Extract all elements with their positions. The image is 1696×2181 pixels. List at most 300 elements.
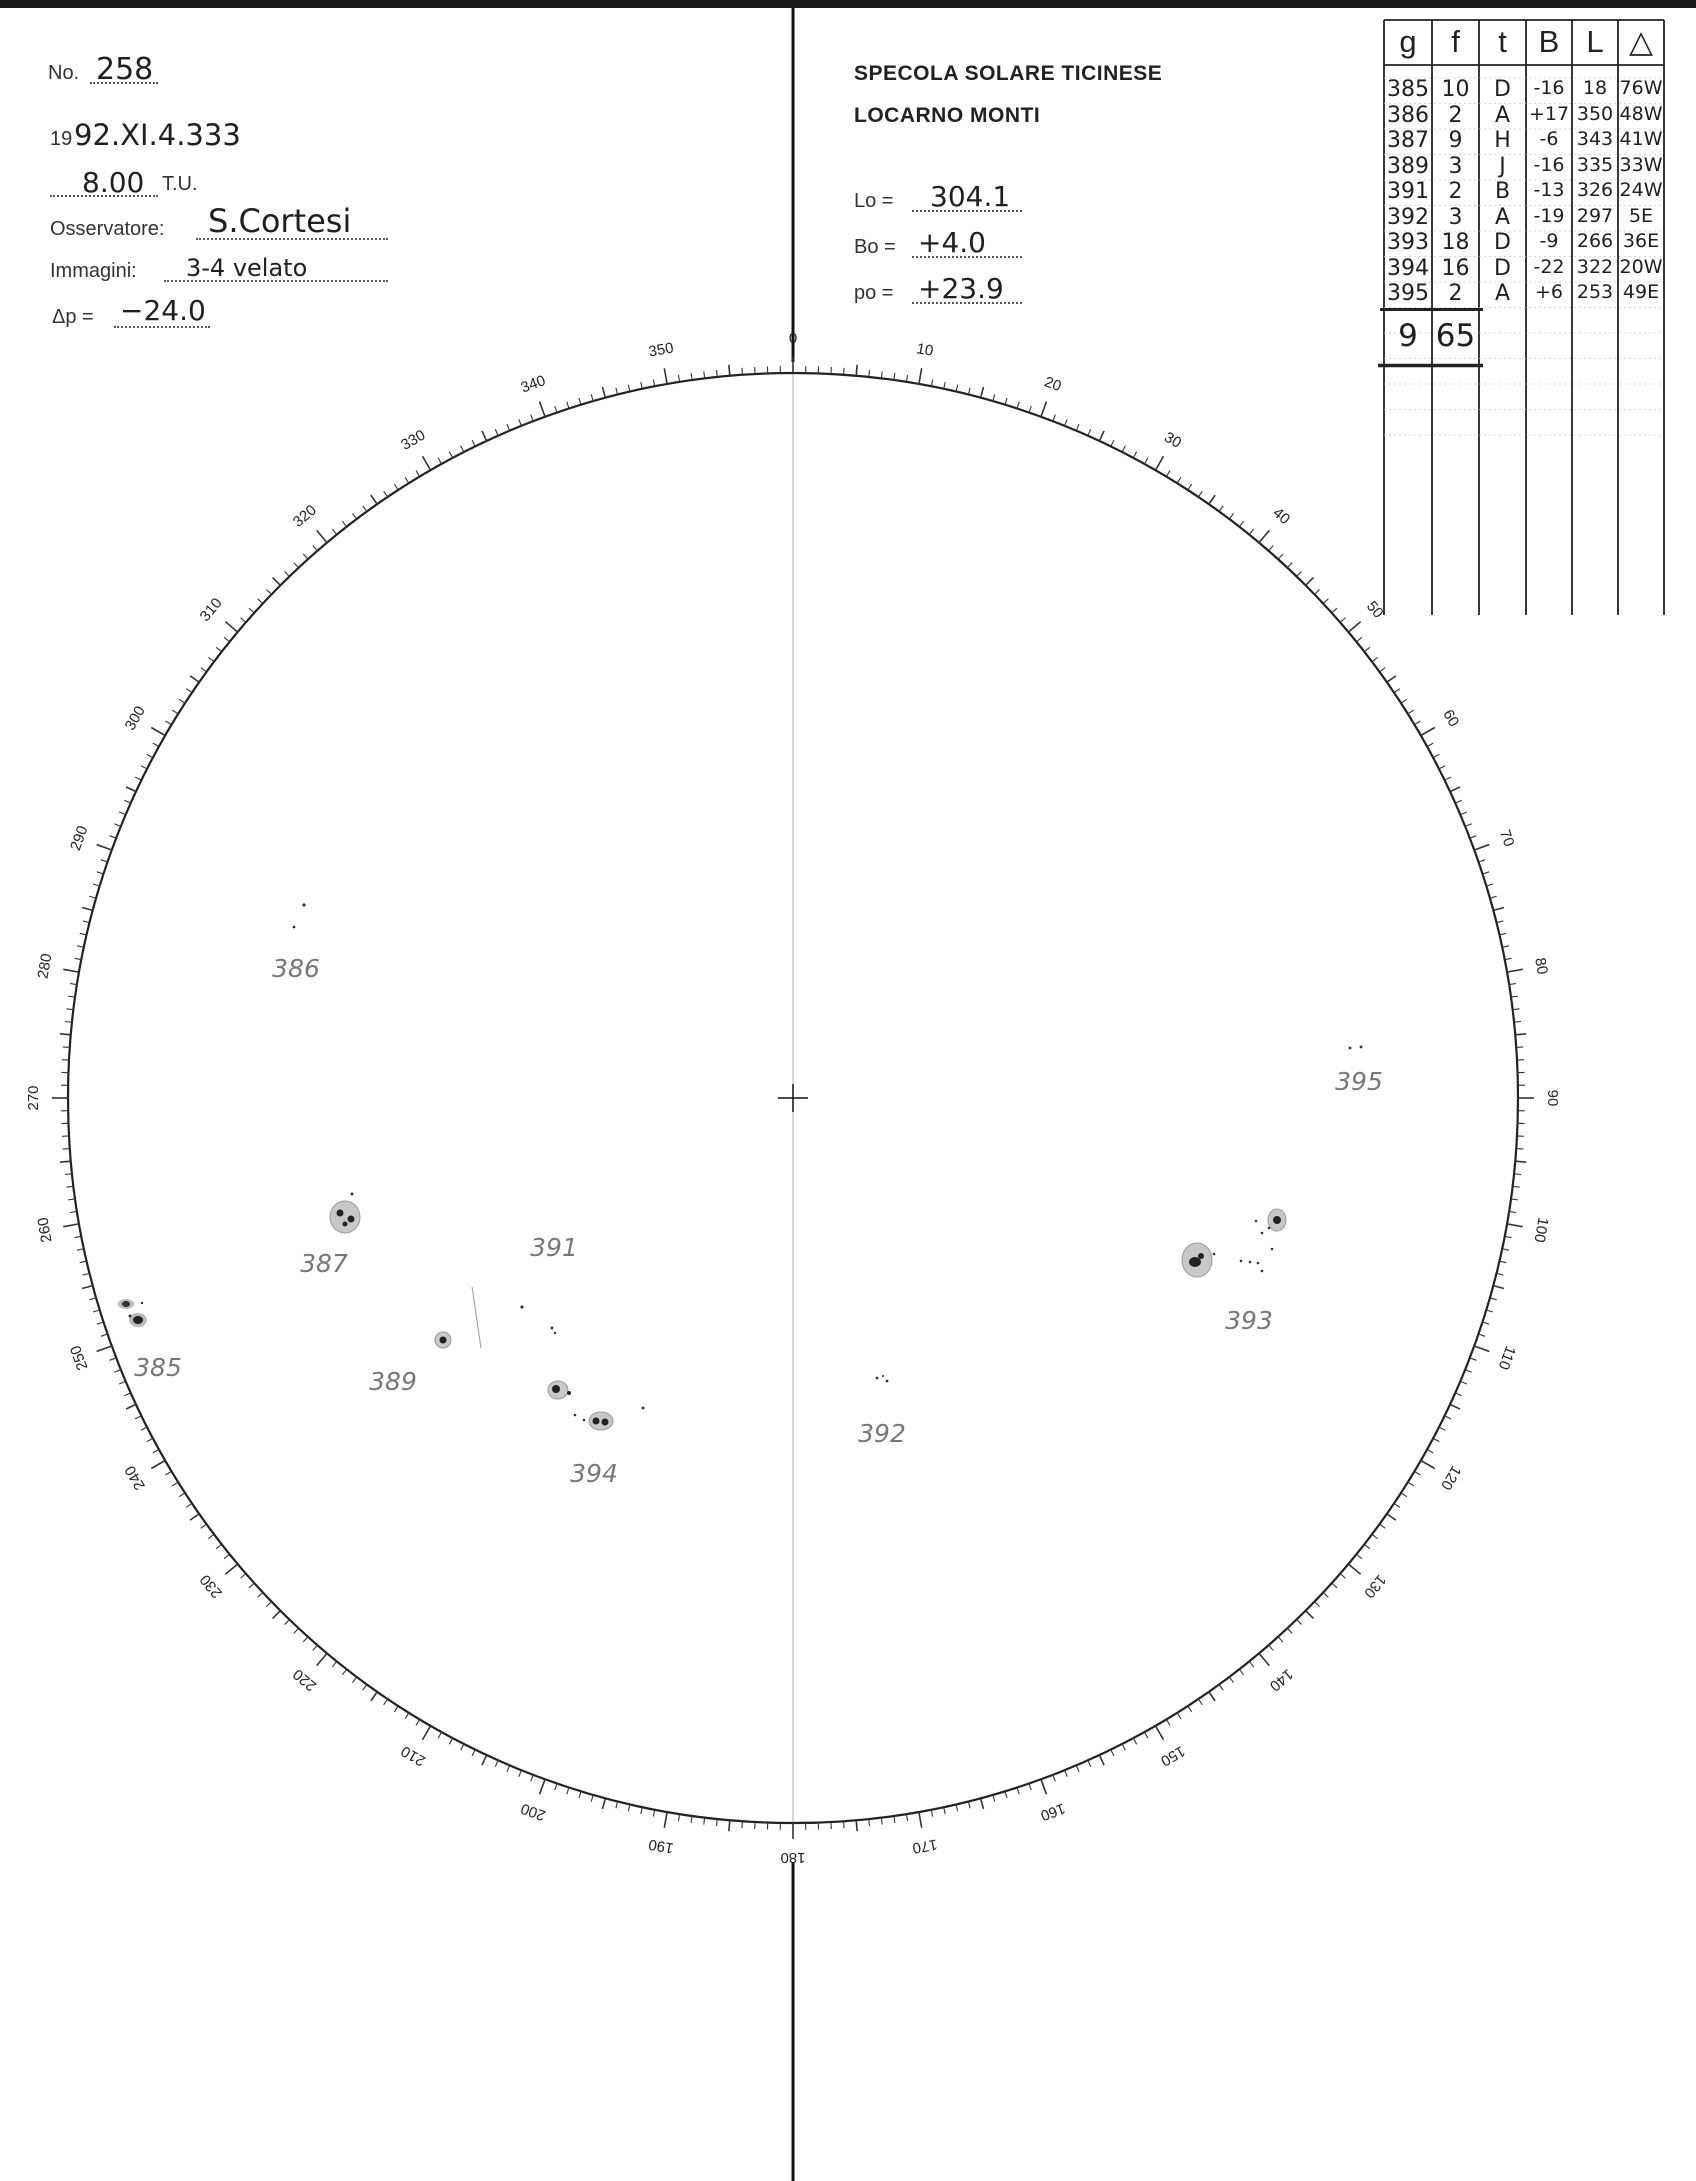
- degree-tick: [1465, 1370, 1471, 1373]
- degree-tick: [616, 1801, 618, 1808]
- scale-label-180: 180: [780, 1849, 806, 1867]
- degree-tick: [944, 1807, 945, 1814]
- degree-tick: [1496, 1273, 1503, 1275]
- group-label-385: 385: [134, 1353, 182, 1382]
- group-label-386: 386: [272, 954, 320, 983]
- table-cell: H: [1494, 128, 1511, 153]
- degree-tick: [1380, 1524, 1386, 1528]
- degree-tick: [1509, 1211, 1516, 1212]
- table-cell: 395: [1387, 281, 1429, 306]
- scale-label-70: 70: [1495, 827, 1518, 849]
- degree-tick: [166, 721, 172, 725]
- degree-tick: [303, 1637, 308, 1642]
- degree-tick: [77, 946, 84, 947]
- table-cell: A: [1494, 281, 1511, 306]
- table-cell: J: [1499, 153, 1506, 179]
- table-header-4: L: [1586, 24, 1604, 59]
- degree-tick: [1513, 1009, 1520, 1010]
- degree-tick: [80, 933, 87, 935]
- degree-tick: [1465, 824, 1471, 827]
- table-cell: 76W: [1619, 77, 1663, 99]
- degree-tick: [273, 1611, 281, 1619]
- degree-tick: [258, 1592, 263, 1597]
- degree-tick: [449, 1738, 452, 1744]
- degree-tick: [83, 921, 90, 923]
- degree-tick: [216, 1544, 222, 1548]
- degree-tick: [285, 1620, 290, 1625]
- degree-tick: [579, 1791, 581, 1798]
- scale-label-350: 350: [647, 339, 675, 361]
- degree-tick: [405, 1713, 409, 1719]
- scale-label-20: 20: [1042, 373, 1064, 396]
- degree-tick: [97, 872, 104, 874]
- degree-tick: [1297, 1620, 1302, 1625]
- table-cell: D: [1494, 255, 1511, 281]
- degree-tick: [1088, 1760, 1091, 1766]
- B0-label: Bo =: [854, 236, 896, 258]
- degree-tick: [1509, 983, 1516, 984]
- degree-tick: [89, 896, 96, 898]
- group-label-395: 395: [1335, 1067, 1383, 1096]
- table-cell: 5E: [1628, 204, 1654, 227]
- degree-tick: [114, 1370, 120, 1373]
- sunspot-group-387: [330, 1193, 360, 1234]
- degree-tick: [1455, 800, 1461, 803]
- degree-tick: [1356, 1554, 1361, 1558]
- scale-label-220: 220: [289, 1665, 320, 1695]
- time-value: 8.00: [82, 166, 145, 199]
- degree-tick: [60, 1034, 71, 1035]
- sunspot-group-392: [876, 1375, 889, 1382]
- degree-tick: [1188, 1706, 1192, 1712]
- table-cell: 394: [1387, 255, 1429, 281]
- degree-tick: [65, 1174, 72, 1175]
- scale-label-60: 60: [1439, 706, 1463, 730]
- B0-value: +4.0: [918, 226, 986, 259]
- p0-value: +23.9: [918, 272, 1004, 305]
- degree-tick: [1380, 668, 1386, 672]
- degree-tick: [77, 1249, 84, 1250]
- degree-tick: [1394, 689, 1400, 693]
- degree-tick: [531, 1775, 534, 1782]
- total-groups: 9: [1398, 317, 1418, 354]
- degree-tick: [1450, 1404, 1460, 1409]
- degree-tick: [653, 1810, 654, 1817]
- group-label-392: 392: [858, 1419, 906, 1448]
- degree-tick: [894, 1816, 895, 1823]
- degree-tick: [363, 1685, 367, 1691]
- delta-p-label: Δp =: [52, 306, 94, 328]
- degree-tick: [135, 1416, 141, 1419]
- degree-tick: [93, 884, 100, 886]
- scale-label-270: 270: [24, 1085, 42, 1111]
- degree-tick: [1505, 958, 1512, 959]
- scale-label-290: 290: [67, 823, 92, 853]
- degree-tick: [482, 1755, 487, 1765]
- table-cell: 20W: [1619, 255, 1663, 278]
- degree-tick: [1479, 860, 1486, 862]
- degree-tick: [1041, 1779, 1046, 1794]
- scale-label-150: 150: [1157, 1742, 1188, 1770]
- degree-tick: [241, 1574, 246, 1579]
- degree-tick: [416, 1719, 420, 1725]
- table-cell: 49E: [1622, 281, 1660, 303]
- degree-tick: [1166, 1719, 1170, 1725]
- degree-tick: [141, 766, 147, 769]
- scale-label-90: 90: [1544, 1089, 1562, 1107]
- table-cell: A: [1494, 102, 1511, 128]
- table-header-2: t: [1498, 24, 1507, 59]
- degree-tick: [1269, 1645, 1274, 1650]
- scale-label-110: 110: [1494, 1343, 1519, 1372]
- observer-value: S.Cortesi: [208, 202, 352, 240]
- degree-tick: [1364, 1544, 1370, 1548]
- degree-tick: [1076, 1765, 1079, 1771]
- group-label-394: 394: [570, 1459, 618, 1488]
- degree-tick: [1387, 1514, 1396, 1520]
- table-cell: 389: [1387, 153, 1429, 179]
- degree-tick: [1198, 1699, 1202, 1705]
- degree-tick: [352, 1677, 356, 1683]
- degree-tick: [729, 1820, 730, 1831]
- degree-tick: [1483, 1322, 1490, 1324]
- degree-tick: [993, 1795, 995, 1802]
- degree-tick: [1005, 1791, 1007, 1798]
- degree-tick: [1511, 1199, 1518, 1200]
- degree-tick: [332, 1661, 336, 1666]
- scale-label-140: 140: [1266, 1665, 1297, 1695]
- degree-tick: [151, 728, 165, 736]
- degree-tick: [1421, 728, 1435, 736]
- sunspot-group-395: [1349, 1046, 1363, 1050]
- scale-label-250: 250: [67, 1343, 92, 1373]
- degree-tick: [1408, 1482, 1414, 1486]
- degree-tick: [1394, 1503, 1400, 1507]
- table-cell: 350: [1576, 102, 1614, 125]
- degree-tick: [1133, 1738, 1136, 1744]
- scale-label-230: 230: [196, 1571, 226, 1602]
- degree-tick: [519, 1770, 522, 1776]
- degree-tick: [110, 1358, 117, 1361]
- degree-tick: [1514, 1174, 1521, 1175]
- degree-tick: [461, 1744, 464, 1750]
- degree-tick: [1340, 1574, 1345, 1579]
- number-value: 258: [96, 52, 154, 87]
- degree-tick: [1259, 1653, 1269, 1665]
- degree-tick: [664, 1812, 667, 1828]
- degree-tick: [97, 845, 112, 850]
- date-value: 92.XI.4.333: [74, 118, 241, 152]
- table-cell: B: [1494, 179, 1511, 204]
- degree-tick: [981, 1798, 984, 1809]
- degree-tick: [190, 1514, 199, 1520]
- table-cell: 253: [1576, 281, 1614, 303]
- sunspot-group-386: [293, 903, 306, 928]
- degree-tick: [881, 1818, 882, 1825]
- degree-tick: [153, 1449, 159, 1452]
- degree-tick: [201, 668, 207, 672]
- degree-tick: [119, 1381, 125, 1384]
- degree-tick: [141, 1427, 147, 1430]
- degree-tick: [126, 787, 136, 792]
- degree-tick: [641, 1807, 642, 1814]
- degree-tick: [1332, 1583, 1337, 1588]
- scale-label-50: 50: [1362, 597, 1387, 622]
- delta-p-value: −24.0: [120, 294, 206, 327]
- table-cell: 24W: [1619, 179, 1663, 201]
- degree-tick: [74, 958, 81, 959]
- table-cell: 3: [1448, 204, 1463, 230]
- degree-tick: [294, 1628, 299, 1633]
- degree-tick: [1455, 1393, 1461, 1396]
- degree-tick: [179, 699, 185, 703]
- degree-tick: [216, 647, 222, 651]
- degree-tick: [1323, 1592, 1328, 1597]
- table-cell: 33W: [1619, 153, 1663, 176]
- degree-tick: [1414, 1471, 1420, 1475]
- table-cell: A: [1494, 204, 1511, 230]
- degree-tick: [567, 1788, 569, 1795]
- scale-label-190: 190: [647, 1835, 675, 1857]
- degree-tick: [1372, 1534, 1378, 1538]
- degree-tick: [495, 1760, 498, 1766]
- degree-tick: [1099, 1755, 1104, 1765]
- degree-tick: [1511, 996, 1518, 997]
- degree-tick: [384, 1699, 388, 1705]
- degree-tick: [225, 1564, 237, 1574]
- degree-tick: [63, 969, 79, 972]
- group-label-387: 387: [300, 1249, 348, 1278]
- scale-label-210: 210: [398, 1742, 429, 1770]
- degree-tick: [1249, 1661, 1253, 1666]
- scale-label-100: 100: [1530, 1216, 1552, 1244]
- degree-tick: [63, 1224, 79, 1227]
- scale-label-280: 280: [34, 952, 56, 980]
- degree-tick: [1239, 1669, 1243, 1675]
- table-cell: -22: [1533, 255, 1565, 278]
- sunspot-group-391: [520, 1305, 556, 1334]
- degree-tick: [190, 676, 199, 682]
- sunspot-group-393: [1182, 1209, 1286, 1277]
- degree-tick: [1460, 812, 1466, 815]
- degree-tick: [179, 1493, 185, 1497]
- table-cell: 393: [1387, 230, 1429, 255]
- table-cell: D: [1494, 77, 1511, 102]
- degree-tick: [1514, 1021, 1521, 1022]
- degree-tick: [66, 1186, 73, 1187]
- scale-label-0: 0: [788, 329, 798, 347]
- degree-tick: [114, 824, 120, 827]
- degree-tick: [208, 1534, 214, 1538]
- table-cell: -13: [1533, 179, 1565, 201]
- table-cell: 2: [1448, 102, 1463, 128]
- degree-tick: [1306, 1611, 1314, 1619]
- table-cell: 18: [1441, 230, 1470, 255]
- scale-label-10: 10: [915, 340, 935, 360]
- scale-label-310: 310: [196, 594, 226, 625]
- degree-tick: [1505, 1236, 1512, 1237]
- degree-tick: [147, 1438, 153, 1441]
- degree-tick: [1144, 1732, 1147, 1738]
- degree-tick: [423, 1726, 431, 1740]
- degree-tick: [1502, 1249, 1509, 1250]
- degree-tick: [1287, 1628, 1292, 1633]
- degree-tick: [704, 1818, 705, 1825]
- table-cell: 16: [1441, 255, 1470, 281]
- table-cell: D: [1494, 230, 1511, 255]
- table-cell: 322: [1576, 255, 1614, 278]
- degree-tick: [869, 1819, 870, 1826]
- degree-tick: [1445, 1416, 1451, 1419]
- table-cell: -16: [1533, 77, 1565, 99]
- degree-tick: [80, 1261, 87, 1263]
- scale-label-30: 30: [1161, 428, 1185, 452]
- degree-tick: [1401, 1493, 1407, 1497]
- degree-tick: [1433, 1438, 1439, 1441]
- degree-tick: [1474, 1346, 1489, 1351]
- degree-tick: [1029, 1784, 1031, 1791]
- degree-tick: [83, 1273, 90, 1275]
- degree-tick: [82, 908, 93, 911]
- scale-label-80: 80: [1531, 956, 1551, 976]
- degree-tick: [1486, 884, 1493, 886]
- date-prefix: 19: [50, 128, 73, 150]
- degree-tick: [166, 1471, 172, 1475]
- degree-tick: [68, 1199, 75, 1200]
- degree-tick: [1408, 710, 1414, 714]
- degree-tick: [1499, 1261, 1506, 1263]
- degree-tick: [628, 1804, 630, 1811]
- table-cell: 387: [1387, 128, 1429, 153]
- table-cell: -9: [1539, 230, 1559, 252]
- degree-tick: [1490, 1298, 1497, 1300]
- total-spots: 65: [1435, 317, 1476, 354]
- table-cell: -16: [1533, 153, 1565, 176]
- degree-tick: [931, 1810, 932, 1817]
- degree-tick: [1460, 1381, 1466, 1384]
- degree-tick: [1483, 872, 1490, 874]
- degree-tick: [119, 812, 125, 815]
- table-cell: 41W: [1619, 128, 1663, 150]
- degree-tick: [1502, 946, 1509, 947]
- degree-tick: [1486, 1310, 1493, 1312]
- degree-tick: [1515, 1034, 1526, 1035]
- degree-tick: [1439, 766, 1445, 769]
- scale-label-330: 330: [398, 426, 429, 454]
- degree-tick: [1017, 1788, 1019, 1795]
- sunspot-group-385: [118, 1299, 147, 1327]
- group-label-393: 393: [1225, 1306, 1273, 1335]
- degree-tick: [1053, 1775, 1056, 1782]
- scale-label-320: 320: [289, 501, 320, 531]
- images-value: 3-4 velato: [186, 254, 308, 282]
- degree-tick: [956, 1804, 958, 1811]
- degree-tick: [1450, 787, 1460, 792]
- degree-tick: [371, 1692, 377, 1701]
- degree-tick: [1474, 845, 1489, 850]
- scale-label-130: 130: [1360, 1571, 1390, 1602]
- degree-tick: [266, 1602, 271, 1607]
- degree-tick: [555, 1784, 557, 1791]
- observer-label: Osservatore:: [50, 218, 165, 240]
- degree-tick: [591, 1795, 593, 1802]
- degree-tick: [65, 1021, 72, 1022]
- table-cell: 385: [1387, 77, 1429, 102]
- degree-tick: [70, 1211, 77, 1212]
- degree-tick: [1496, 921, 1503, 923]
- table-cell: 266: [1576, 230, 1614, 252]
- degree-tick: [1219, 1685, 1223, 1691]
- images-label: Immagini:: [50, 260, 137, 282]
- scale-label-40: 40: [1269, 504, 1294, 529]
- table-cell: 386: [1387, 102, 1429, 128]
- degree-tick: [1493, 908, 1504, 911]
- degree-tick: [716, 1819, 717, 1826]
- table-header-5: △: [1629, 24, 1653, 59]
- degree-tick: [1421, 1461, 1435, 1469]
- degree-tick: [1065, 1770, 1068, 1776]
- table-cell: 326: [1576, 179, 1614, 201]
- degree-tick: [313, 1645, 318, 1650]
- degree-tick: [1156, 1726, 1164, 1740]
- degree-tick: [856, 1820, 857, 1831]
- degree-tick: [1387, 676, 1396, 682]
- degree-tick: [1427, 1449, 1433, 1452]
- degree-tick: [1177, 1713, 1181, 1719]
- degree-tick: [1493, 1286, 1504, 1289]
- degree-tick: [101, 1334, 108, 1336]
- p0-label: po =: [854, 282, 894, 304]
- table-cell: 391: [1387, 179, 1429, 204]
- degree-tick: [224, 1554, 229, 1558]
- degree-tick: [110, 836, 117, 839]
- degree-tick: [1507, 1224, 1523, 1227]
- degree-tick: [1414, 721, 1420, 725]
- table-cell: -6: [1539, 128, 1559, 150]
- degree-tick: [1229, 1677, 1233, 1683]
- group-label-389: 389: [369, 1367, 417, 1396]
- degree-tick: [1490, 896, 1497, 898]
- institution-location: LOCARNO MONTI: [854, 104, 1041, 127]
- degree-tick: [151, 1461, 165, 1469]
- degree-tick: [93, 1310, 100, 1312]
- degree-tick: [678, 1814, 679, 1821]
- degree-tick: [1499, 933, 1506, 935]
- degree-tick: [124, 800, 130, 803]
- degree-tick: [135, 777, 141, 780]
- degree-tick: [1507, 969, 1523, 972]
- scale-label-170: 170: [911, 1835, 939, 1857]
- degree-tick: [89, 1298, 96, 1300]
- degree-tick: [438, 1732, 441, 1738]
- degree-tick: [153, 743, 159, 746]
- degree-tick: [126, 1404, 136, 1409]
- table-cell: 10: [1441, 77, 1470, 102]
- degree-tick: [1111, 1750, 1114, 1756]
- degree-tick: [74, 1236, 81, 1237]
- degree-tick: [208, 657, 214, 661]
- degree-tick: [101, 860, 108, 862]
- table-cell: 2: [1448, 281, 1463, 306]
- scale-label-200: 200: [518, 1799, 548, 1824]
- degree-tick: [1209, 1692, 1215, 1701]
- degree-tick: [172, 710, 178, 714]
- table-header-3: B: [1538, 24, 1560, 59]
- degree-tick: [1479, 1334, 1486, 1336]
- degree-tick: [1278, 1637, 1283, 1642]
- degree-tick: [201, 1524, 207, 1528]
- degree-tick: [82, 1286, 93, 1289]
